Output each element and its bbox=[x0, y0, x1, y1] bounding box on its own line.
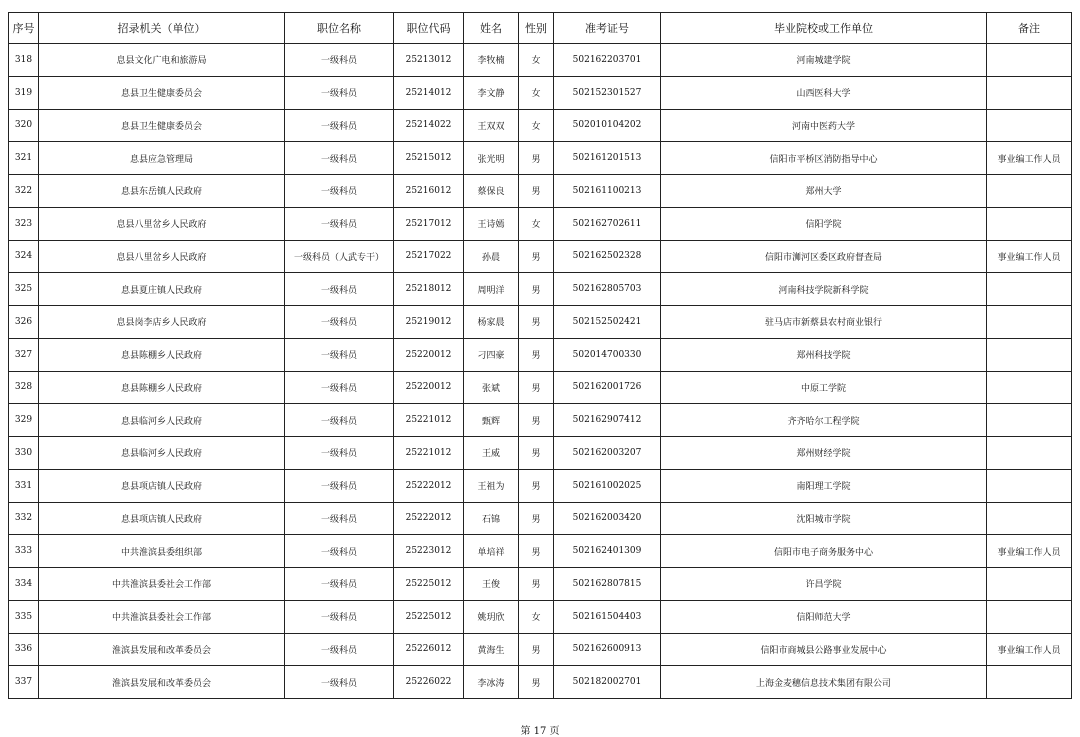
cell-col-agency: 息县陈棚乡人民政府 bbox=[39, 338, 285, 371]
cell-col-code: 25220012 bbox=[394, 371, 464, 404]
cell-col-gender: 男 bbox=[519, 633, 554, 666]
cell-col-position: 一级科员 bbox=[285, 306, 394, 339]
cell-col-agency: 中共淮滨县委社会工作部 bbox=[39, 568, 285, 601]
cell-col-code: 25225012 bbox=[394, 600, 464, 633]
cell-col-seq: 323 bbox=[9, 207, 39, 240]
cell-col-gender: 男 bbox=[519, 502, 554, 535]
cell-col-position: 一级科员 bbox=[285, 76, 394, 109]
cell-col-agency: 息县八里岔乡人民政府 bbox=[39, 207, 285, 240]
cell-col-position: 一级科员 bbox=[285, 502, 394, 535]
cell-col-note bbox=[987, 469, 1072, 502]
cell-col-name: 刁四豪 bbox=[464, 338, 519, 371]
cell-col-school: 郑州科技学院 bbox=[661, 338, 987, 371]
table-body bbox=[9, 44, 1072, 699]
cell-col-name: 张光明 bbox=[464, 142, 519, 175]
cell-col-seq: 321 bbox=[9, 142, 39, 175]
cell-col-gender: 男 bbox=[519, 404, 554, 437]
cell-col-seq: 326 bbox=[9, 306, 39, 339]
cell-col-seq: 319 bbox=[9, 76, 39, 109]
cell-col-name: 黄海生 bbox=[464, 633, 519, 666]
cell-col-ticket: 502161002025 bbox=[554, 469, 661, 502]
cell-col-gender: 男 bbox=[519, 666, 554, 699]
cell-col-ticket: 502182002701 bbox=[554, 666, 661, 699]
cell-col-ticket: 502162003420 bbox=[554, 502, 661, 535]
cell-col-code: 25222012 bbox=[394, 469, 464, 502]
cell-col-name: 王威 bbox=[464, 437, 519, 470]
table-row bbox=[9, 469, 1072, 502]
cell-col-name: 王双双 bbox=[464, 109, 519, 142]
cell-col-ticket: 502014700330 bbox=[554, 338, 661, 371]
table-row bbox=[9, 568, 1072, 601]
cell-col-name: 姚玥欣 bbox=[464, 600, 519, 633]
cell-col-note bbox=[987, 109, 1072, 142]
cell-col-agency: 息县应急管理局 bbox=[39, 142, 285, 175]
cell-col-seq: 335 bbox=[9, 600, 39, 633]
cell-col-school: 郑州财经学院 bbox=[661, 437, 987, 470]
cell-col-ticket: 502152301527 bbox=[554, 76, 661, 109]
cell-col-code: 25219012 bbox=[394, 306, 464, 339]
cell-col-school: 信阳市浉河区委区政府督查局 bbox=[661, 240, 987, 273]
cell-col-note bbox=[987, 568, 1072, 601]
cell-col-gender: 男 bbox=[519, 568, 554, 601]
cell-col-note bbox=[987, 76, 1072, 109]
cell-col-school: 信阳市电子商务服务中心 bbox=[661, 535, 987, 568]
cell-col-position: 一级科员 bbox=[285, 633, 394, 666]
header-col-name: 姓名 bbox=[464, 13, 519, 44]
cell-col-gender: 男 bbox=[519, 371, 554, 404]
cell-col-note bbox=[987, 502, 1072, 535]
cell-col-school: 中原工学院 bbox=[661, 371, 987, 404]
roster-table bbox=[8, 12, 1072, 699]
header-col-code: 职位代码 bbox=[394, 13, 464, 44]
cell-col-ticket: 502161201513 bbox=[554, 142, 661, 175]
cell-col-code: 25213012 bbox=[394, 44, 464, 77]
cell-col-note bbox=[987, 338, 1072, 371]
cell-col-code: 25216012 bbox=[394, 175, 464, 208]
cell-col-position: 一级科员 bbox=[285, 404, 394, 437]
cell-col-position: 一级科员 bbox=[285, 371, 394, 404]
table-row bbox=[9, 600, 1072, 633]
table-header bbox=[9, 13, 1072, 44]
header-col-seq: 序号 bbox=[9, 13, 39, 44]
cell-col-school: 沈阳城市学院 bbox=[661, 502, 987, 535]
cell-col-code: 25214012 bbox=[394, 76, 464, 109]
cell-col-name: 张斌 bbox=[464, 371, 519, 404]
cell-col-school: 信阳市平桥区消防指导中心 bbox=[661, 142, 987, 175]
table-row bbox=[9, 76, 1072, 109]
cell-col-note bbox=[987, 600, 1072, 633]
table-row bbox=[9, 502, 1072, 535]
table-row bbox=[9, 306, 1072, 339]
cell-col-ticket: 502162502328 bbox=[554, 240, 661, 273]
cell-col-agency: 息县陈棚乡人民政府 bbox=[39, 371, 285, 404]
cell-col-gender: 男 bbox=[519, 535, 554, 568]
table-row bbox=[9, 109, 1072, 142]
table-row bbox=[9, 666, 1072, 699]
cell-col-seq: 324 bbox=[9, 240, 39, 273]
table-row bbox=[9, 240, 1072, 273]
cell-col-position: 一级科员 bbox=[285, 469, 394, 502]
cell-col-gender: 女 bbox=[519, 207, 554, 240]
cell-col-seq: 322 bbox=[9, 175, 39, 208]
cell-col-name: 甄辉 bbox=[464, 404, 519, 437]
cell-col-school: 山西医科大学 bbox=[661, 76, 987, 109]
cell-col-ticket: 502161504403 bbox=[554, 600, 661, 633]
cell-col-gender: 女 bbox=[519, 600, 554, 633]
cell-col-gender: 男 bbox=[519, 240, 554, 273]
cell-col-position: 一级科员 bbox=[285, 600, 394, 633]
cell-col-code: 25214022 bbox=[394, 109, 464, 142]
cell-col-school: 河南中医药大学 bbox=[661, 109, 987, 142]
cell-col-note bbox=[987, 44, 1072, 77]
cell-col-name: 王诗嫣 bbox=[464, 207, 519, 240]
table-row bbox=[9, 142, 1072, 175]
cell-col-seq: 320 bbox=[9, 109, 39, 142]
cell-col-agency: 息县临河乡人民政府 bbox=[39, 437, 285, 470]
cell-col-school: 南阳理工学院 bbox=[661, 469, 987, 502]
cell-col-position: 一级科员 bbox=[285, 568, 394, 601]
table-row bbox=[9, 371, 1072, 404]
cell-col-seq: 328 bbox=[9, 371, 39, 404]
cell-col-gender: 男 bbox=[519, 437, 554, 470]
cell-col-seq: 337 bbox=[9, 666, 39, 699]
cell-col-gender: 男 bbox=[519, 273, 554, 306]
cell-col-position: 一级科员 bbox=[285, 273, 394, 306]
cell-col-school: 信阳市商城县公路事业发展中心 bbox=[661, 633, 987, 666]
cell-col-name: 王俊 bbox=[464, 568, 519, 601]
cell-col-name: 李文静 bbox=[464, 76, 519, 109]
table-row bbox=[9, 633, 1072, 666]
header-col-agency: 招录机关（单位） bbox=[39, 13, 285, 44]
cell-col-code: 25217012 bbox=[394, 207, 464, 240]
cell-col-code: 25215012 bbox=[394, 142, 464, 175]
cell-col-seq: 325 bbox=[9, 273, 39, 306]
header-col-note: 备注 bbox=[987, 13, 1072, 44]
cell-col-position: 一级科员 bbox=[285, 666, 394, 699]
cell-col-ticket: 502161100213 bbox=[554, 175, 661, 208]
cell-col-position: 一级科员 bbox=[285, 437, 394, 470]
cell-col-seq: 329 bbox=[9, 404, 39, 437]
cell-col-agency: 息县岗李店乡人民政府 bbox=[39, 306, 285, 339]
cell-col-ticket: 502162807815 bbox=[554, 568, 661, 601]
cell-col-gender: 男 bbox=[519, 469, 554, 502]
cell-col-position: 一级科员 bbox=[285, 142, 394, 175]
cell-col-position: 一级科员 bbox=[285, 338, 394, 371]
cell-col-seq: 332 bbox=[9, 502, 39, 535]
cell-col-school: 河南城建学院 bbox=[661, 44, 987, 77]
cell-col-note: 事业编工作人员 bbox=[987, 535, 1072, 568]
cell-col-agency: 中共淮滨县委组织部 bbox=[39, 535, 285, 568]
cell-col-code: 25225012 bbox=[394, 568, 464, 601]
cell-col-name: 单培祥 bbox=[464, 535, 519, 568]
cell-col-code: 25223012 bbox=[394, 535, 464, 568]
table-row bbox=[9, 207, 1072, 240]
header-col-ticket: 准考证号 bbox=[554, 13, 661, 44]
cell-col-note bbox=[987, 666, 1072, 699]
cell-col-ticket: 502010104202 bbox=[554, 109, 661, 142]
cell-col-agency: 息县临河乡人民政府 bbox=[39, 404, 285, 437]
cell-col-code: 25226012 bbox=[394, 633, 464, 666]
cell-col-gender: 女 bbox=[519, 109, 554, 142]
cell-col-position: 一级科员 bbox=[285, 175, 394, 208]
cell-col-gender: 女 bbox=[519, 76, 554, 109]
cell-col-name: 李牧楠 bbox=[464, 44, 519, 77]
cell-col-seq: 330 bbox=[9, 437, 39, 470]
cell-col-gender: 男 bbox=[519, 338, 554, 371]
cell-col-school: 信阳师范大学 bbox=[661, 600, 987, 633]
cell-col-position: 一级科员 bbox=[285, 207, 394, 240]
cell-col-gender: 男 bbox=[519, 306, 554, 339]
cell-col-code: 25217022 bbox=[394, 240, 464, 273]
cell-col-name: 蔡保良 bbox=[464, 175, 519, 208]
cell-col-gender: 男 bbox=[519, 175, 554, 208]
table-row bbox=[9, 535, 1072, 568]
header-col-gender: 性别 bbox=[519, 13, 554, 44]
cell-col-ticket: 502162600913 bbox=[554, 633, 661, 666]
cell-col-seq: 327 bbox=[9, 338, 39, 371]
cell-col-agency: 中共淮滨县委社会工作部 bbox=[39, 600, 285, 633]
cell-col-note: 事业编工作人员 bbox=[987, 633, 1072, 666]
cell-col-position: 一级科员 bbox=[285, 44, 394, 77]
table-row bbox=[9, 437, 1072, 470]
cell-col-name: 杨家晨 bbox=[464, 306, 519, 339]
cell-col-code: 25226022 bbox=[394, 666, 464, 699]
cell-col-school: 许昌学院 bbox=[661, 568, 987, 601]
header-col-school: 毕业院校或工作单位 bbox=[661, 13, 987, 44]
cell-col-gender: 男 bbox=[519, 142, 554, 175]
cell-col-note bbox=[987, 371, 1072, 404]
cell-col-ticket: 502152502421 bbox=[554, 306, 661, 339]
cell-col-code: 25220012 bbox=[394, 338, 464, 371]
cell-col-name: 王祖为 bbox=[464, 469, 519, 502]
cell-col-ticket: 502162907412 bbox=[554, 404, 661, 437]
cell-col-code: 25221012 bbox=[394, 404, 464, 437]
cell-col-note bbox=[987, 273, 1072, 306]
cell-col-agency: 息县东岳镇人民政府 bbox=[39, 175, 285, 208]
cell-col-code: 25222012 bbox=[394, 502, 464, 535]
cell-col-agency: 淮滨县发展和改革委员会 bbox=[39, 666, 285, 699]
cell-col-school: 郑州大学 bbox=[661, 175, 987, 208]
cell-col-name: 李冰涛 bbox=[464, 666, 519, 699]
cell-col-note bbox=[987, 175, 1072, 208]
cell-col-ticket: 502162203701 bbox=[554, 44, 661, 77]
cell-col-position: 一级科员 bbox=[285, 535, 394, 568]
cell-col-gender: 女 bbox=[519, 44, 554, 77]
table-row bbox=[9, 44, 1072, 77]
cell-col-school: 驻马店市新蔡县农村商业银行 bbox=[661, 306, 987, 339]
cell-col-seq: 336 bbox=[9, 633, 39, 666]
cell-col-seq: 334 bbox=[9, 568, 39, 601]
cell-col-name: 孙晨 bbox=[464, 240, 519, 273]
cell-col-agency: 息县卫生健康委员会 bbox=[39, 76, 285, 109]
page-number: 第 17 页 bbox=[520, 726, 560, 737]
cell-col-school: 信阳学院 bbox=[661, 207, 987, 240]
cell-col-name: 周明洋 bbox=[464, 273, 519, 306]
cell-col-ticket: 502162003207 bbox=[554, 437, 661, 470]
cell-col-ticket: 502162702611 bbox=[554, 207, 661, 240]
cell-col-agency: 息县文化广电和旅游局 bbox=[39, 44, 285, 77]
cell-col-note bbox=[987, 306, 1072, 339]
cell-col-note bbox=[987, 437, 1072, 470]
cell-col-school: 齐齐哈尔工程学院 bbox=[661, 404, 987, 437]
cell-col-school: 河南科技学院新科学院 bbox=[661, 273, 987, 306]
cell-col-agency: 息县项店镇人民政府 bbox=[39, 502, 285, 535]
cell-col-agency: 息县夏庄镇人民政府 bbox=[39, 273, 285, 306]
cell-col-agency: 息县八里岔乡人民政府 bbox=[39, 240, 285, 273]
cell-col-agency: 淮滨县发展和改革委员会 bbox=[39, 633, 285, 666]
cell-col-agency: 息县项店镇人民政府 bbox=[39, 469, 285, 502]
cell-col-code: 25221012 bbox=[394, 437, 464, 470]
cell-col-ticket: 502162805703 bbox=[554, 273, 661, 306]
table-row bbox=[9, 175, 1072, 208]
cell-col-ticket: 502162001726 bbox=[554, 371, 661, 404]
cell-col-code: 25218012 bbox=[394, 273, 464, 306]
cell-col-seq: 318 bbox=[9, 44, 39, 77]
cell-col-seq: 331 bbox=[9, 469, 39, 502]
cell-col-note bbox=[987, 404, 1072, 437]
header-col-position: 职位名称 bbox=[285, 13, 394, 44]
cell-col-position: 一级科员 bbox=[285, 109, 394, 142]
cell-col-ticket: 502162401309 bbox=[554, 535, 661, 568]
header-row bbox=[9, 13, 1072, 44]
cell-col-position: 一级科员（人武专干） bbox=[285, 240, 394, 273]
cell-col-seq: 333 bbox=[9, 535, 39, 568]
cell-col-note: 事业编工作人员 bbox=[987, 240, 1072, 273]
cell-col-name: 石锦 bbox=[464, 502, 519, 535]
table-row bbox=[9, 273, 1072, 306]
cell-col-note: 事业编工作人员 bbox=[987, 142, 1072, 175]
table-row bbox=[9, 404, 1072, 437]
cell-col-note bbox=[987, 207, 1072, 240]
table-row bbox=[9, 338, 1072, 371]
cell-col-agency: 息县卫生健康委员会 bbox=[39, 109, 285, 142]
cell-col-school: 上海金麦穗信息技术集团有限公司 bbox=[661, 666, 987, 699]
